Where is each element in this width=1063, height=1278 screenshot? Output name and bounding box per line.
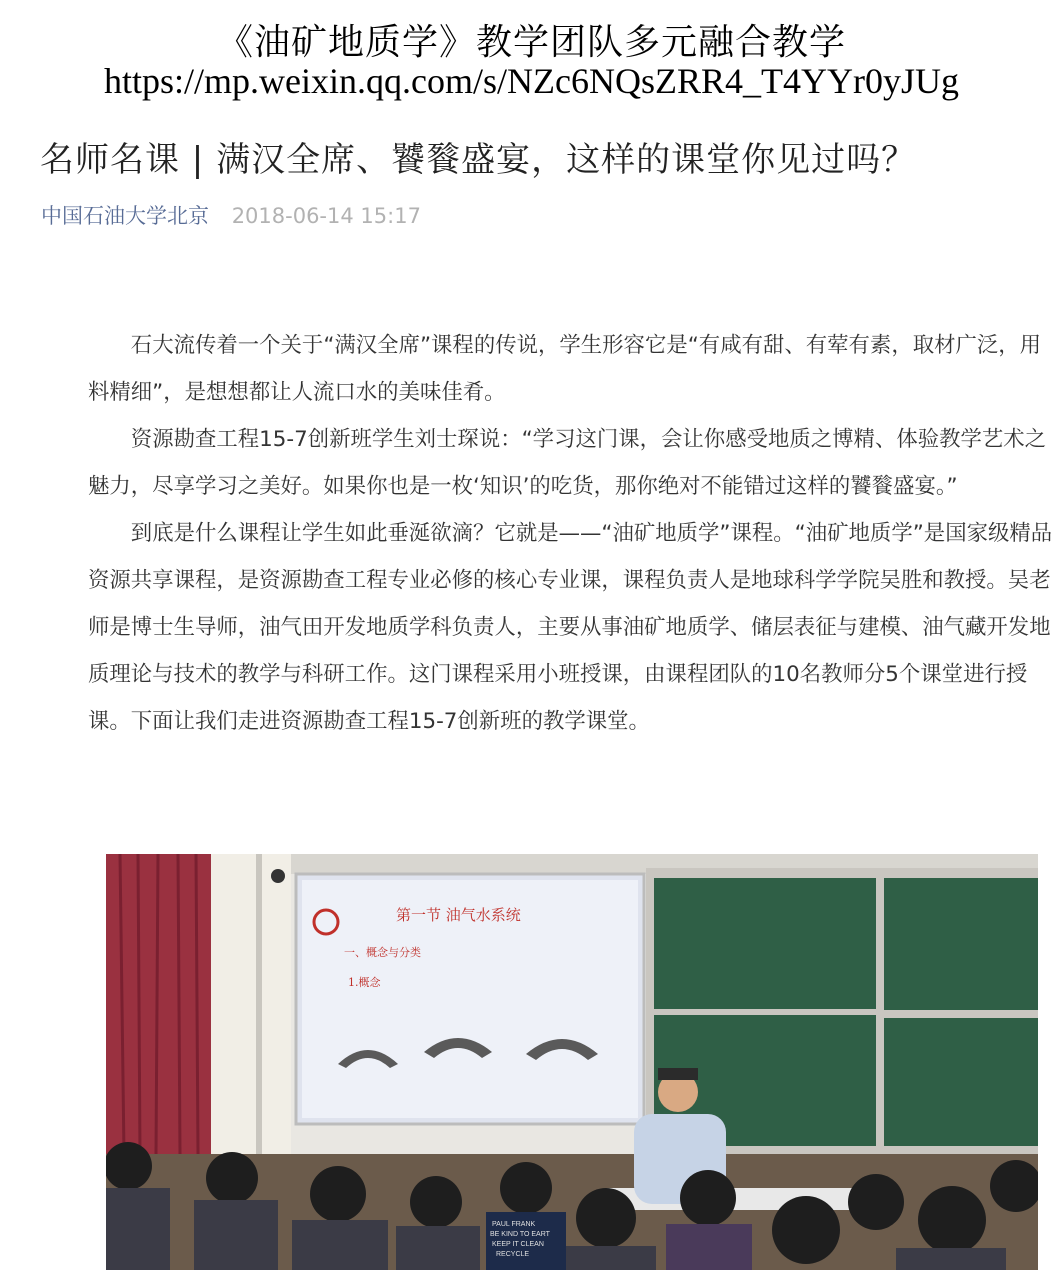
author-link[interactable]: 中国石油大学北京 (41, 204, 209, 228)
shirt-text: BE KIND TO EART (490, 1231, 550, 1238)
article-body (88, 322, 1056, 745)
slide-title: 第一节 油气水系统 (396, 906, 521, 924)
article-meta (41, 200, 421, 230)
article-title: 名师名课 | 满汉全席、饕餮盛宴，这样的课堂你见过吗？ (40, 140, 917, 180)
slide-line-2: 1.概念 (348, 976, 381, 989)
classroom-photo (106, 854, 1038, 1270)
slide-line-1: 一、概念与分类 (344, 946, 421, 959)
paragraph: 资源勘查工程15-7创新班学生刘士琛说：“学习这门课，会让你感受地质之博精、体验教学艺术之魅力，尽享学习之美好。如果你也是一枚‘知识’的吃货，那你绝对不能错过这样的饕餮盛宴。” (88, 427, 1047, 499)
publish-date: 2018-06-14 15:17 (231, 204, 421, 228)
paragraph: 石大流传着一个关于“满汉全席”课程的传说，学生形容它是“有咸有甜、有荤有素，取材广泛，用料精细”，是想想都让人流口水的美味佳肴。 (88, 333, 1042, 405)
caption-title: 《油矿地质学》教学团队多元融合教学 (216, 22, 846, 63)
shirt-text: PAUL FRANK (492, 1221, 536, 1228)
shirt-text: RECYCLE (496, 1251, 530, 1258)
caption-url[interactable]: https://mp.weixin.qq.com/s/NZc6NQsZRR4_T4YYr0yJUg (104, 61, 959, 101)
paragraph: 到底是什么课程让学生如此垂涎欲滴？它就是——“油矿地质学”课程。“油矿地质学”是国家级精品资源共享课程，是资源勘查工程专业必修的核心专业课，课程负责人是地球科学学院吴胜和教授。吴老师是博士生导师，油气田开发地质学科负责人，主要从事油矿地质学、储层表征与建模、油气藏开发地质理论与技术的教学与科研工作。这门课程采用小班授课，由课程团队的10名教师分5个课堂进行授课。下面让我们走进资源勘查工程15-7创新班的教学课堂。 (88, 521, 1053, 734)
shirt-text: KEEP IT CLEAN (492, 1241, 544, 1248)
